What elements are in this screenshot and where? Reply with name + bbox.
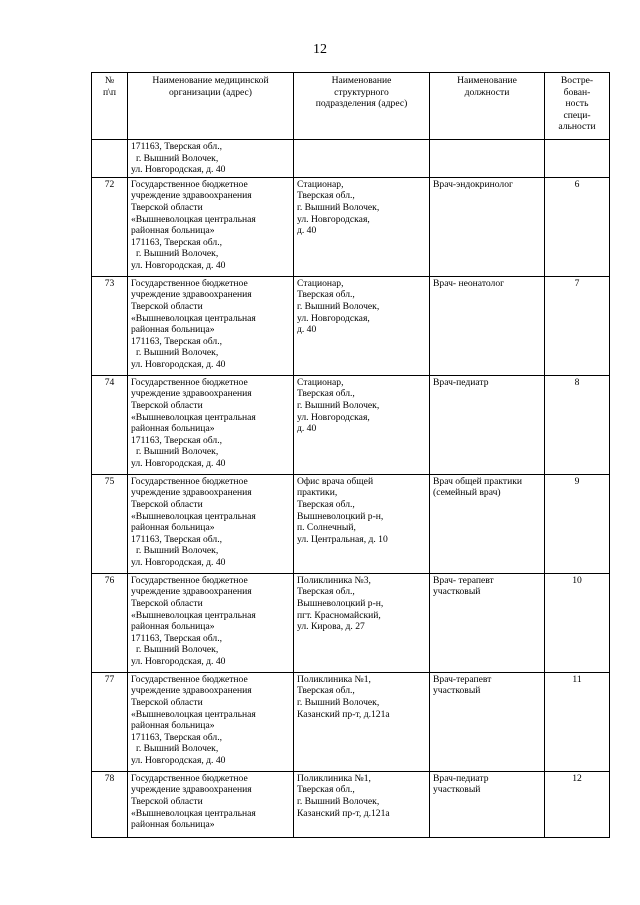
cell-position: Врач- неонатолог	[430, 276, 545, 375]
table-row	[92, 276, 610, 375]
cell-demand: 9	[545, 474, 610, 573]
cell-num: 77	[92, 672, 128, 771]
cell-org: Государственное бюджетное учреждение здравоохранения Тверской области «Вышневолоцкая центральная районная больница» 171163, Тверская обл., г. Вышний Волочек, ул. Новгородская, д. 40	[128, 276, 294, 375]
cell-num: 78	[92, 771, 128, 837]
cell-demand: 10	[545, 573, 610, 672]
cell-unit: Стационар, Тверская обл., г. Вышний Волочек, ул. Новгородская, д. 40	[294, 375, 430, 474]
cell-num	[92, 140, 128, 178]
cell-org: 171163, Тверская обл., г. Вышний Волочек, ул. Новгородская, д. 40	[128, 140, 294, 178]
cell-unit: Стационар, Тверская обл., г. Вышний Волочек, ул. Новгородская, д. 40	[294, 276, 430, 375]
vacancy-table	[91, 72, 610, 838]
table-header-row	[92, 73, 610, 140]
table-row	[92, 672, 610, 771]
header-position: Наименование должности	[430, 73, 545, 140]
cell-unit: Поликлиника №1, Тверская обл., г. Вышний Волочек, Казанский пр-т, д.121а	[294, 672, 430, 771]
table-row	[92, 573, 610, 672]
cell-num: 76	[92, 573, 128, 672]
cell-org: Государственное бюджетное учреждение здравоохранения Тверской области «Вышневолоцкая центральная районная больница» 171163, Тверская обл., г. Вышний Волочек, ул. Новгородская, д. 40	[128, 672, 294, 771]
table-row	[92, 177, 610, 276]
cell-position	[430, 140, 545, 178]
cell-num: 74	[92, 375, 128, 474]
table-row-continuation	[92, 140, 610, 178]
table-row	[92, 375, 610, 474]
header-org: Наименование медицинской организации (адрес)	[128, 73, 294, 140]
cell-position: Врач-педиатр	[430, 375, 545, 474]
cell-position: Врач-эндокринолог	[430, 177, 545, 276]
table-row	[92, 474, 610, 573]
cell-demand	[545, 140, 610, 178]
table-row	[92, 771, 610, 837]
cell-position: Врач-педиатр участковый	[430, 771, 545, 837]
cell-org: Государственное бюджетное учреждение здравоохранения Тверской области «Вышневолоцкая центральная районная больница» 171163, Тверская обл., г. Вышний Волочек, ул. Новгородская, д. 40	[128, 375, 294, 474]
cell-demand: 8	[545, 375, 610, 474]
cell-unit: Поликлиника №3, Тверская обл., Вышневолоцкий р-н, пгт. Красномайский, ул. Кирова, д. 27	[294, 573, 430, 672]
header-demand: Востре- бован- ность специ- альности	[545, 73, 610, 140]
cell-unit: Поликлиника №1, Тверская обл., г. Вышний Волочек, Казанский пр-т, д.121а	[294, 771, 430, 837]
cell-org: Государственное бюджетное учреждение здравоохранения Тверской области «Вышневолоцкая центральная районная больница» 171163, Тверская обл., г. Вышний Волочек, ул. Новгородская, д. 40	[128, 474, 294, 573]
cell-demand: 12	[545, 771, 610, 837]
header-num: № п\п	[92, 73, 128, 140]
page-number: 12	[313, 42, 327, 57]
cell-demand: 6	[545, 177, 610, 276]
cell-position: Врач общей практики (семейный врач)	[430, 474, 545, 573]
header-unit: Наименование структурного подразделения (адрес)	[294, 73, 430, 140]
cell-org: Государственное бюджетное учреждение здравоохранения Тверской области «Вышневолоцкая центральная районная больница» 171163, Тверская обл., г. Вышний Волочек, ул. Новгородская, д. 40	[128, 177, 294, 276]
cell-org: Государственное бюджетное учреждение здравоохранения Тверской области «Вышневолоцкая центральная районная больница»	[128, 771, 294, 837]
cell-position: Врач-терапевт участковый	[430, 672, 545, 771]
cell-unit: Стационар, Тверская обл., г. Вышний Волочек, ул. Новгородская, д. 40	[294, 177, 430, 276]
cell-demand: 7	[545, 276, 610, 375]
cell-unit	[294, 140, 430, 178]
cell-demand: 11	[545, 672, 610, 771]
cell-org: Государственное бюджетное учреждение здравоохранения Тверской области «Вышневолоцкая центральная районная больница» 171163, Тверская обл., г. Вышний Волочек, ул. Новгородская, д. 40	[128, 573, 294, 672]
cell-num: 73	[92, 276, 128, 375]
cell-num: 75	[92, 474, 128, 573]
cell-position: Врач- терапевт участковый	[430, 573, 545, 672]
cell-unit: Офис врача общей практики, Тверская обл., Вышневолоцкий р-н, п. Солнечный, ул. Центральная, д. 10	[294, 474, 430, 573]
cell-num: 72	[92, 177, 128, 276]
